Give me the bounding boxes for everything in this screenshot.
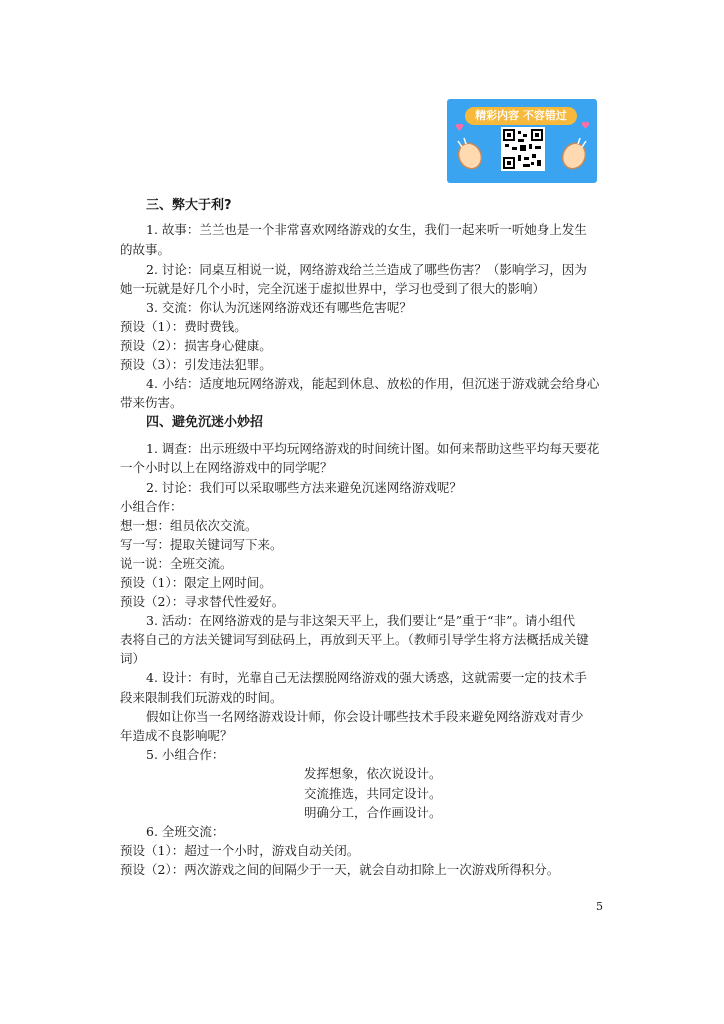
clapping-hand-icon [557, 137, 591, 171]
section-heading: 三、弊大于利? [146, 198, 232, 213]
paragraph-line: 预设（3）：引发违法犯罪。 [120, 357, 272, 372]
centered-line: 发挥想象，依次说设计。 [304, 766, 442, 781]
paragraph-line: 带来伤害。 [120, 395, 183, 410]
paragraph-line: 2. 讨论：同桌互相说一说，网络游戏给兰兰造成了哪些伤害？（影响学习，因为 [146, 262, 587, 277]
paragraph-line: 1. 故事：兰兰也是一个非常喜欢网络游戏的女生，我们一起来听一听她身上发生 [146, 222, 587, 237]
paragraph-line: 6. 全班交流： [146, 824, 225, 839]
paragraph-line: 预设（1）：超过一个小时，游戏自动关闭。 [120, 843, 360, 858]
paragraph-line: 她一玩就是好几个小时，完全沉迷于虚拟世界中，学习也受到了很大的影响） [120, 281, 546, 296]
clapping-hand-icon [453, 137, 487, 171]
paragraph-line: 4. 设计：有时，光靠自己无法摆脱网络游戏的强大诱惑，这就需要一定的技术手 [146, 670, 587, 685]
paragraph-line: 想一想：组员依次交流。 [120, 518, 258, 533]
paragraph-line: 预设（2）：两次游戏之间的间隔少于一天，就会自动扣除上一次游戏所得积分。 [120, 862, 560, 877]
paragraph-line: 4. 小结：适度地玩网络游戏，能起到休息、放松的作用，但沉迷于游戏就会给身心 [146, 376, 600, 391]
paragraph-line: 预设（1）：费时费钱。 [120, 319, 247, 334]
paragraph-line: 一个小时以上在网络游戏中的同学呢？ [120, 460, 333, 475]
paragraph-line: 表将自己的方法关键词写到砝码上，再放到天平上。（教师引导学生将方法概括成关键 [120, 632, 589, 647]
paragraph-line: 1. 调查：出示班级中平均玩网络游戏的时间统计图。如何来帮助这些平均每天要花 [146, 441, 600, 456]
paragraph-line: 预设（2）：寻求替代性爱好。 [120, 594, 285, 609]
heart-icon: ♥ [581, 121, 590, 132]
paragraph-line: 预设（2）：损害身心健康。 [120, 338, 272, 353]
section-heading: 四、避免沉迷小妙招 [146, 415, 264, 430]
paragraph-line: 段来限制我们玩游戏的时间。 [120, 690, 283, 705]
qr-code[interactable] [501, 127, 545, 171]
banner-title: 精彩内容 不容错过 [465, 107, 577, 125]
paragraph-line: 3. 活动：在网络游戏的是与非这架天平上，我们要让“是”重于“非”。请小组代 [146, 613, 575, 628]
paragraph-line: 预设（1）：限定上网时间。 [120, 575, 272, 590]
paragraph-line: 3. 交流：你认为沉迷网络游戏还有哪些危害呢？ [146, 300, 412, 315]
paragraph-line: 的故事。 [120, 242, 171, 257]
paragraph-line: 写一写：提取关键词写下来。 [120, 537, 283, 552]
promo-banner[interactable] [447, 99, 597, 183]
paragraph-line: 假如让你当一名网络游戏设计师，你会设计哪些技术手段来避免网络游戏对青少 [146, 709, 584, 724]
paragraph-line: 小组合作： [120, 499, 183, 514]
page-number: 5 [596, 900, 603, 913]
heart-icon: ♥ [455, 123, 464, 134]
paragraph-line: 2. 讨论：我们可以采取哪些方法来避免沉迷网络游戏呢？ [146, 480, 462, 495]
centered-line: 交流推选，共同定设计。 [304, 786, 442, 801]
paragraph-line: 说一说：全班交流。 [120, 556, 233, 571]
centered-line: 明确分工，合作画设计。 [304, 805, 442, 820]
paragraph-line: 年造成不良影响呢？ [120, 728, 233, 743]
paragraph-line: 词） [120, 651, 146, 666]
paragraph-line: 5. 小组合作： [146, 747, 225, 762]
